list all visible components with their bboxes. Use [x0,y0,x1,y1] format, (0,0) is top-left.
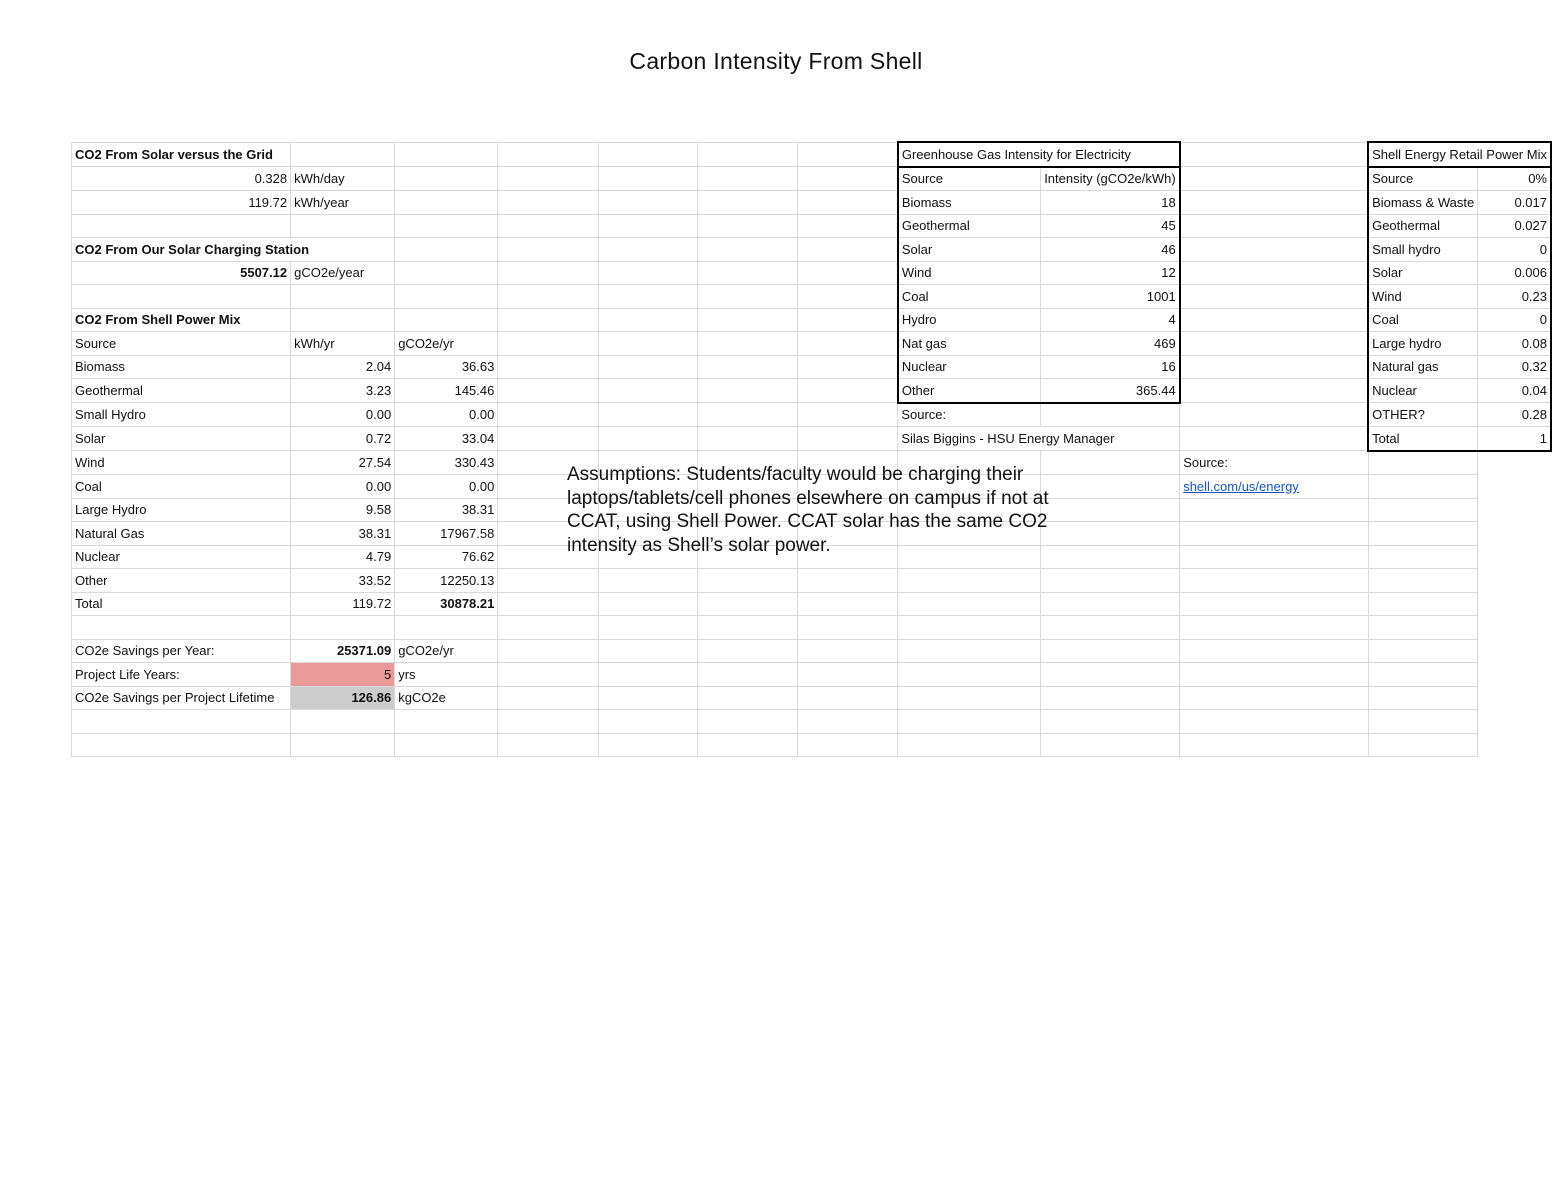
empty-cell [797,663,897,687]
empty-cell [498,308,598,332]
empty-cell [498,569,598,593]
empty-cell [72,616,291,640]
empty-cell [698,285,798,309]
sheet-row [72,332,1552,356]
mix-kwh: 0.00 [291,475,395,499]
sheet-row [72,379,1552,403]
sheet-row [72,285,1552,309]
empty-cell [72,710,291,734]
empty-cell [797,355,897,379]
project-life-label: Project Life Years: [72,663,291,687]
ghg-source: Nuclear [898,355,1041,379]
empty-cell [598,285,698,309]
sheet-row [72,214,1552,238]
empty-cell [1368,475,1478,499]
project-life-unit: yrs [395,663,498,687]
empty-cell [291,308,395,332]
empty-cell [698,686,798,710]
empty-cell [395,191,498,215]
empty-cell [797,332,897,356]
mix-gco2: 33.04 [395,427,498,451]
savings-lifetime-unit: kgCO2e [395,686,498,710]
empty-cell [698,663,798,687]
shell-source-link[interactable]: shell.com/us/energy [1180,475,1368,499]
empty-cell [1180,616,1368,640]
mix-gco2: 330.43 [395,451,498,475]
project-life-value: 5 [291,663,395,687]
ghg-source: Solar [898,238,1041,262]
mix-total-kwh: 119.72 [291,592,395,616]
empty-cell [898,733,1041,757]
empty-cell [72,733,291,757]
empty-cell [498,285,598,309]
empty-cell [698,733,798,757]
empty-cell [797,261,897,285]
shell-col-source: Source [1368,167,1478,191]
empty-cell [698,639,798,663]
empty-cell [1368,569,1478,593]
empty-cell [898,569,1041,593]
mix-source: Natural Gas [72,522,291,546]
ghg-header: Greenhouse Gas Intensity for Electricity [898,142,1180,167]
sheet-row [72,191,1552,215]
shell-col-pct: 0% [1478,167,1551,191]
mix-source: Wind [72,451,291,475]
empty-cell [598,167,698,191]
empty-cell [395,616,498,640]
empty-cell [1180,522,1368,546]
empty-cell [1368,451,1478,475]
empty-cell [598,686,698,710]
sheet-row [72,663,1552,687]
empty-cell [797,285,897,309]
empty-cell [797,616,897,640]
empty-cell [395,238,498,262]
empty-cell [1041,639,1180,663]
mix-kwh: 33.52 [291,569,395,593]
sheet-row [72,569,1552,593]
empty-cell [1041,592,1180,616]
ghg-col-source: Source [898,167,1041,191]
mix-source: Other [72,569,291,593]
empty-cell [797,238,897,262]
empty-cell [698,616,798,640]
mix-kwh: 0.72 [291,427,395,451]
shell-mix-source: Biomass & Waste [1368,191,1478,215]
mix-kwh: 4.79 [291,545,395,569]
empty-cell [598,332,698,356]
empty-cell [598,142,698,167]
empty-cell [1180,427,1368,451]
empty-cell [698,214,798,238]
empty-cell [498,379,598,403]
shell-mix-source: Geothermal [1368,214,1478,238]
empty-cell [698,142,798,167]
empty-cell [1180,238,1368,262]
empty-cell [1368,522,1478,546]
mix-source: Solar [72,427,291,451]
empty-cell [598,238,698,262]
shell-mix-source: Small hydro [1368,238,1478,262]
shell-mix-value: 0 [1478,238,1551,262]
station-value: 5507.12 [72,261,291,285]
mix-gco2: 17967.58 [395,522,498,546]
empty-cell [1180,569,1368,593]
kwh-day-value: 0.328 [72,167,291,191]
empty-cell [1180,545,1368,569]
empty-cell [898,639,1041,663]
empty-cell [698,379,798,403]
empty-cell [698,308,798,332]
shell-mix-value: 0.017 [1478,191,1551,215]
mix-kwh: 38.31 [291,522,395,546]
shell-total-value: 1 [1478,427,1551,451]
savings-year-value: 25371.09 [291,639,395,663]
kwh-day-unit: kWh/day [291,167,395,191]
empty-cell [498,214,598,238]
mix-total-gco2: 30878.21 [395,592,498,616]
shell-total-label: Total [1368,427,1478,451]
empty-cell [291,285,395,309]
empty-cell [1368,616,1478,640]
ghg-source-label: Source: [898,403,1041,427]
ghg-source-name: Silas Biggins - HSU Energy Manager [898,427,1180,451]
empty-cell [1368,686,1478,710]
empty-cell [291,733,395,757]
empty-cell [1368,545,1478,569]
sheet-row [72,238,1552,262]
empty-cell [498,710,598,734]
empty-cell [698,427,798,451]
empty-cell [498,592,598,616]
empty-cell [1180,733,1368,757]
empty-cell [498,427,598,451]
mix-kwh: 3.23 [291,379,395,403]
empty-cell [498,686,598,710]
empty-cell [797,733,897,757]
empty-cell [898,616,1041,640]
page-title: Carbon Intensity From Shell [629,48,923,74]
empty-cell [698,403,798,427]
empty-cell [698,710,798,734]
empty-cell [1368,710,1478,734]
empty-cell [1180,355,1368,379]
mix-col-kwh: kWh/yr [291,332,395,356]
ghg-intensity: 365.44 [1041,379,1180,403]
empty-cell [797,142,897,167]
ghg-source: Nat gas [898,332,1041,356]
sheet-row [72,710,1552,734]
empty-cell [1041,616,1180,640]
empty-cell [498,191,598,215]
empty-cell [1180,142,1368,167]
ghg-source: Other [898,379,1041,403]
empty-cell [1180,710,1368,734]
empty-cell [1041,663,1180,687]
empty-cell [72,285,291,309]
empty-cell [598,403,698,427]
sheet-row [72,592,1552,616]
empty-cell [797,710,897,734]
empty-cell [698,355,798,379]
empty-cell [498,142,598,167]
empty-cell [1180,332,1368,356]
empty-cell [1041,733,1180,757]
sheet-row [72,308,1552,332]
mix-gco2: 76.62 [395,545,498,569]
empty-cell [291,142,395,167]
empty-cell [395,308,498,332]
empty-cell [698,238,798,262]
empty-cell [291,214,395,238]
empty-cell [498,616,598,640]
shell-mix-source: Coal [1368,308,1478,332]
mix-gco2: 0.00 [395,475,498,499]
mix-source: Geothermal [72,379,291,403]
empty-cell [498,663,598,687]
shell-mix-source: Large hydro [1368,332,1478,356]
mix-kwh: 9.58 [291,498,395,522]
empty-cell [1368,639,1478,663]
ghg-intensity: 18 [1041,191,1180,215]
empty-cell [72,214,291,238]
mix-kwh: 27.54 [291,451,395,475]
sheet-row [72,403,1552,427]
shell-mix-value: 0.04 [1478,379,1551,403]
empty-cell [1180,191,1368,215]
empty-cell [1368,663,1478,687]
mix-gco2: 12250.13 [395,569,498,593]
ghg-source: Coal [898,285,1041,309]
empty-cell [698,261,798,285]
empty-cell [1180,261,1368,285]
empty-cell [1180,498,1368,522]
ghg-col-intensity: Intensity (gCO2e/kWh) [1041,167,1180,191]
empty-cell [698,191,798,215]
shell-mix-source: Nuclear [1368,379,1478,403]
empty-cell [898,663,1041,687]
empty-cell [598,214,698,238]
ghg-intensity: 45 [1041,214,1180,238]
empty-cell [698,592,798,616]
empty-cell [395,285,498,309]
mix-gco2: 0.00 [395,403,498,427]
savings-year-unit: gCO2e/yr [395,639,498,663]
empty-cell [291,710,395,734]
empty-cell [1180,592,1368,616]
assumptions-note: Assumptions: Students/faculty would be charging their laptops/tablets/cell phones elsewhere on campus if not at CCAT, using Shell Power. CCAT solar has the same CO2 intensity as Shell’s solar power. [567,464,1049,556]
mix-gco2: 38.31 [395,498,498,522]
section-header: CO2 From Solar versus the Grid [72,142,291,167]
shell-mix-source: Natural gas [1368,355,1478,379]
empty-cell [1180,686,1368,710]
ghg-intensity: 1001 [1041,285,1180,309]
mix-source: Small Hydro [72,403,291,427]
empty-cell [498,355,598,379]
empty-cell [498,332,598,356]
empty-cell [395,167,498,191]
shell-mix-header: Shell Energy Retail Power Mix [1368,142,1551,167]
shell-source-label: Source: [1180,451,1368,475]
empty-cell [291,616,395,640]
shell-mix-source: Solar [1368,261,1478,285]
mix-kwh: 2.04 [291,355,395,379]
empty-cell [395,214,498,238]
sheet-row [72,261,1552,285]
ghg-source: Hydro [898,308,1041,332]
kwh-year-unit: kWh/year [291,191,395,215]
empty-cell [598,308,698,332]
empty-cell [898,686,1041,710]
empty-cell [1368,498,1478,522]
empty-cell [1180,639,1368,663]
empty-cell [598,663,698,687]
spreadsheet-grid [71,141,1552,757]
shell-mix-source: OTHER? [1368,403,1478,427]
shell-mix-value: 0.28 [1478,403,1551,427]
empty-cell [797,403,897,427]
sheet-row [72,686,1552,710]
empty-cell [598,355,698,379]
empty-cell [498,733,598,757]
mix-total-label: Total [72,592,291,616]
ghg-intensity: 469 [1041,332,1180,356]
empty-cell [598,616,698,640]
empty-cell [898,592,1041,616]
empty-cell [598,733,698,757]
empty-cell [1041,710,1180,734]
empty-cell [395,142,498,167]
empty-cell [797,639,897,663]
mix-col-source: Source [72,332,291,356]
section-header: CO2 From Our Solar Charging Station [72,238,395,262]
sheet-row [72,427,1552,451]
empty-cell [698,332,798,356]
shell-mix-value: 0.08 [1478,332,1551,356]
empty-cell [1180,167,1368,191]
mix-source: Biomass [72,355,291,379]
savings-year-label: CO2e Savings per Year: [72,639,291,663]
ghg-intensity: 16 [1041,355,1180,379]
empty-cell [598,191,698,215]
empty-cell [797,592,897,616]
savings-lifetime-label: CO2e Savings per Project Lifetime [72,686,291,710]
empty-cell [598,592,698,616]
sheet-row [72,355,1552,379]
empty-cell [1368,733,1478,757]
savings-lifetime-value: 126.86 [291,686,395,710]
empty-cell [797,569,897,593]
empty-cell [698,569,798,593]
empty-cell [1041,686,1180,710]
empty-cell [797,379,897,403]
empty-cell [1041,569,1180,593]
ghg-source: Geothermal [898,214,1041,238]
empty-cell [395,710,498,734]
empty-cell [797,167,897,191]
shell-mix-value: 0 [1478,308,1551,332]
empty-cell [797,191,897,215]
empty-cell [1041,403,1180,427]
shell-mix-source: Wind [1368,285,1478,309]
mix-col-gco2: gCO2e/yr [395,332,498,356]
empty-cell [498,167,598,191]
section-header: CO2 From Shell Power Mix [72,308,291,332]
sheet-row [72,733,1552,757]
mix-gco2: 145.46 [395,379,498,403]
station-unit: gCO2e/year [291,261,395,285]
empty-cell [1180,285,1368,309]
empty-cell [498,238,598,262]
empty-cell [1180,308,1368,332]
empty-cell [898,710,1041,734]
empty-cell [395,261,498,285]
ghg-intensity: 12 [1041,261,1180,285]
empty-cell [797,308,897,332]
empty-cell [797,686,897,710]
shell-mix-value: 0.23 [1478,285,1551,309]
empty-cell [698,167,798,191]
mix-source: Large Hydro [72,498,291,522]
empty-cell [598,710,698,734]
empty-cell [598,427,698,451]
ghg-intensity: 46 [1041,238,1180,262]
empty-cell [797,214,897,238]
empty-cell [498,261,598,285]
kwh-year-value: 119.72 [72,191,291,215]
shell-mix-value: 0.006 [1478,261,1551,285]
mix-kwh: 0.00 [291,403,395,427]
empty-cell [797,427,897,451]
sheet-row [72,616,1552,640]
sheet-row [72,142,1552,167]
empty-cell [1180,663,1368,687]
empty-cell [598,261,698,285]
ghg-intensity: 4 [1041,308,1180,332]
empty-cell [598,569,698,593]
empty-cell [598,379,698,403]
empty-cell [498,403,598,427]
empty-cell [1180,379,1368,403]
sheet-row [72,167,1552,191]
empty-cell [1180,403,1368,427]
empty-cell [1368,592,1478,616]
empty-cell [598,639,698,663]
shell-mix-value: 0.32 [1478,355,1551,379]
ghg-source: Wind [898,261,1041,285]
empty-cell [498,639,598,663]
sheet-row [72,639,1552,663]
empty-cell [1180,214,1368,238]
ghg-source: Biomass [898,191,1041,215]
mix-source: Coal [72,475,291,499]
shell-mix-value: 0.027 [1478,214,1551,238]
mix-source: Nuclear [72,545,291,569]
empty-cell [395,733,498,757]
mix-gco2: 36.63 [395,355,498,379]
